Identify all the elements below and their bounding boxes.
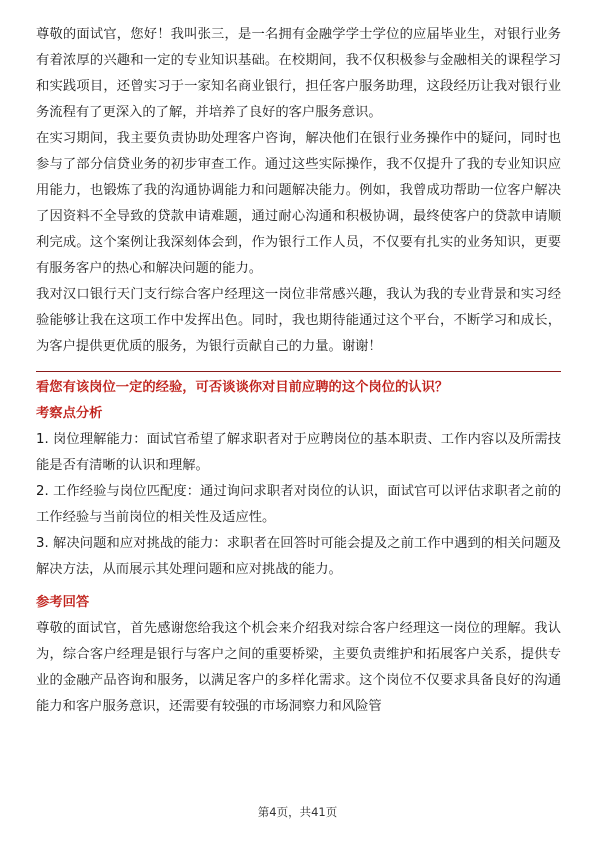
section-divider [36, 371, 561, 372]
analysis-heading: 考察点分析 [36, 406, 103, 421]
intro-paragraph-3: 我对汉口银行天门支行综合客户经理这一岗位非常感兴趣，我认为我的专业背景和实习经验能够让我在这项工作中发挥出色。同时，我也期待能通过这个平台，不断学习和成长，为客户提供更优质的服务，为银行贡献自己的力量。谢谢！ [36, 287, 561, 354]
analysis-point-2: 2. 工作经验与岗位匹配度：通过询问求职者对岗位的认识，面试官可以评估求职者之前的工作经验与当前岗位的相关性及适应性。 [36, 484, 561, 525]
page-number-footer: 第4页，共41页 [257, 805, 338, 819]
answer-heading: 参考回答 [36, 595, 90, 610]
analysis-point-3: 3. 解决问题和应对挑战的能力：求职者在回答时可能会提及之前工作中遇到的相关问题及解决方法，从而展示其处理问题和应对挑战的能力。 [36, 536, 561, 577]
intro-paragraph-2: 在实习期间，我主要负责协助处理客户咨询，解决他们在银行业务操作中的疑问，同时也参与了部分信贷业务的初步审查工作。通过这些实际操作，我不仅提升了我的专业知识应用能力，也锻炼了我的沟通协调能力和问题解决能力。例如，我曾成功帮助一位客户解决了因资料不全导致的贷款申请难题，通过耐心沟通和积极协调，最终使客户的贷款申请顺利完成。这个案例让我深刻体会到，作为银行工作人员，不仅要有扎实的业务知识，更要有服务客户的热心和解决问题的能力。 [36, 131, 561, 276]
answer-text: 尊敬的面试官，首先感谢您给我这个机会来介绍我对综合客户经理这一岗位的理解。我认为，综合客户经理是银行与客户之间的重要桥梁，主要负责维护和拓展客户关系，提供专业的金融产品咨询和服务，以满足客户的多样化需求。这个岗位不仅要求具备良好的沟通能力和客户服务意识，还需要有较强的市场洞察力和风险管 [36, 621, 561, 714]
intro-paragraph-1: 尊敬的面试官，您好！我叫张三，是一名拥有金融学学士学位的应届毕业生，对银行业务有着浓厚的兴趣和一定的专业知识基础。在校期间，我不仅积极参与金融相关的课程学习和实践项目，还曾实习于一家知名商业银行，担任客户服务助理，这段经历让我对银行业务流程有了更深入的了解，并培养了良好的客户服务意识。 [36, 27, 561, 120]
analysis-point-1: 1. 岗位理解能力：面试官希望了解求职者对于应聘岗位的基本职责、工作内容以及所需技能是否有清晰的认识和理解。 [36, 432, 561, 473]
document-page [36, 22, 561, 720]
interview-question: 看您有该岗位一定的经验，可否谈谈你对目前应聘的这个岗位的认识？ [36, 380, 449, 395]
